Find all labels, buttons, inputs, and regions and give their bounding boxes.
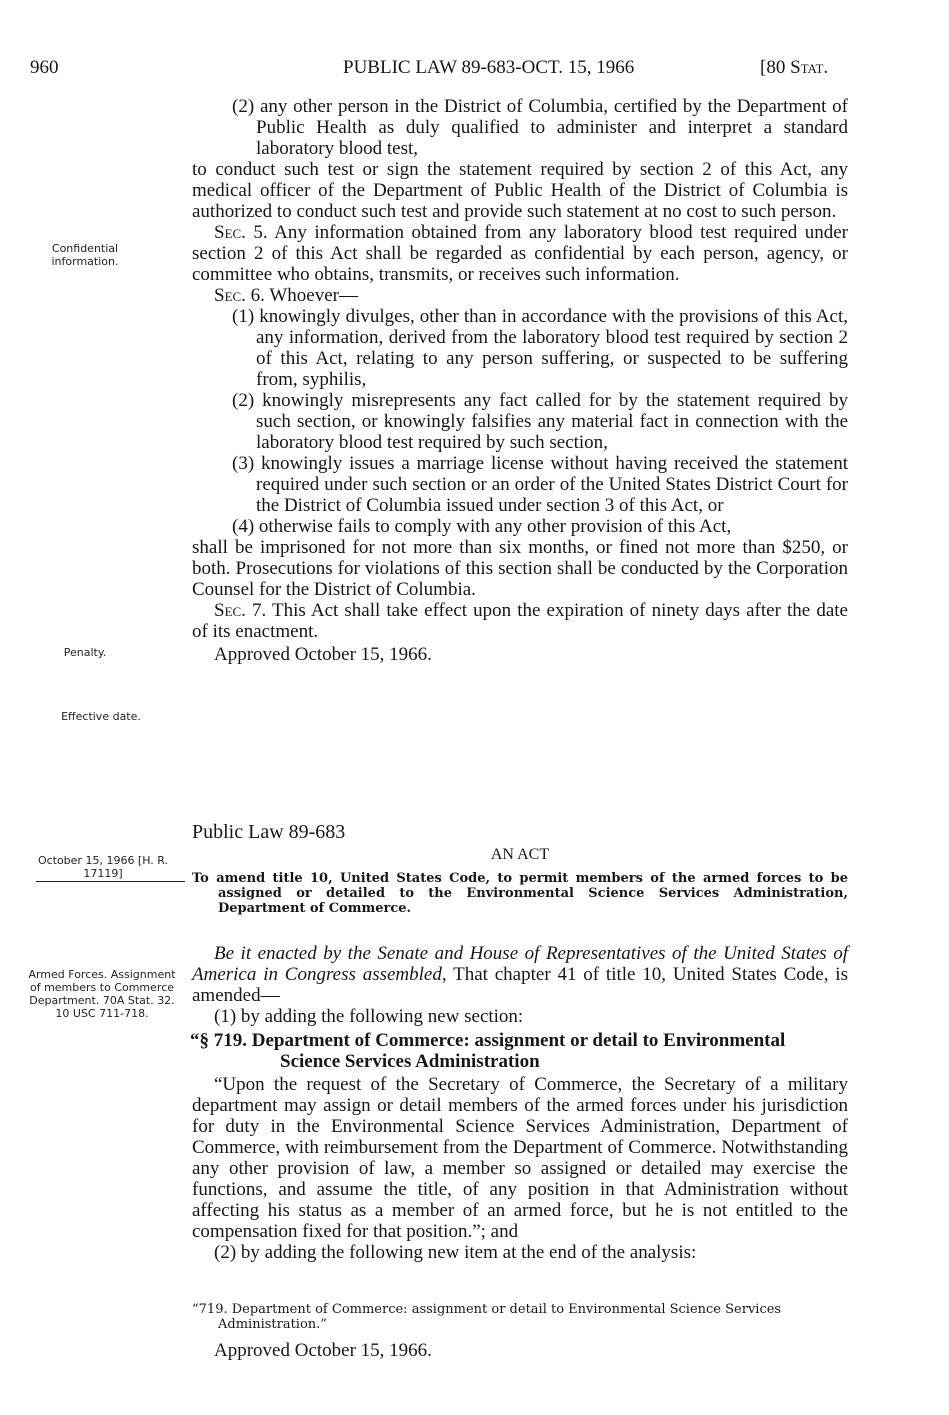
section-7-text: This Act shall take effect upon the expiration of ninety days after the date of its enactment. xyxy=(192,600,848,642)
section-6-label: Sec. 6. xyxy=(214,285,265,306)
approved-date-2: Approved October 15, 1966. xyxy=(214,1340,432,1361)
section-part-one xyxy=(192,96,848,665)
section-6-item-1: (1) knowingly divulges, other than in accordance with the provisions of this Act, any information, derived from the laboratory blood test required by section 2 of this Act, relating to any person suffering, or suspected to be suffering from, syphilis, xyxy=(232,306,848,390)
margin-note-bill-date: October 15, 1966 [H. R. 17119] xyxy=(37,854,169,880)
penalty-clause: shall be imprisoned for not more than six months, or fined not more than $250, or both. Prosecutions for violations of this section shall be conducted by the Corporation Counsel for the District of Columbia. xyxy=(192,537,848,600)
margin-note-confidential: Confidential information. xyxy=(51,242,119,268)
section-6-item-4: (4) otherwise fails to comply with any other provision of this Act, xyxy=(232,516,732,537)
page-number: 960 xyxy=(30,57,59,78)
section-5-label: Sec. 5. xyxy=(214,222,268,243)
law-title: Public Law 89-683 xyxy=(192,821,346,843)
amendment-item-1: (1) by adding the following new section: xyxy=(214,1006,524,1027)
section-6 xyxy=(192,285,848,306)
margin-note-effective-date: Effective date. xyxy=(61,710,141,723)
enacting-clause-rest: That chapter 41 of title 10, United States Code, is amended— xyxy=(192,964,848,1006)
enacting-clause-italic: Be it enacted by the Senate and House of Representatives of the United States of America in Congress assembled, xyxy=(192,943,848,985)
approved-date-1: Approved October 15, 1966. xyxy=(214,644,432,665)
section-5 xyxy=(192,222,848,285)
margin-note-armed-forces: Armed Forces. Assignment of members to Commerce Department. 70A Stat. 32. 10 USC 711-718. xyxy=(28,968,176,1020)
section-6-text: Whoever— xyxy=(269,285,358,306)
section-5-text: Any information obtained from any laboratory blood test required under section 2 of this Act shall be regarded as confidential by each person, agency, or committee who obtains, transmits, or receives such information. xyxy=(192,222,848,285)
item-2-continued: (2) any other person in the District of Columbia, certified by the Department of Public Health as duly qualified to administer and interpret a standard laboratory blood test, xyxy=(232,96,848,159)
section-6-item-3: (3) knowingly issues a marriage license without having received the statement required under such section or an order of the United States District Court for the District of Columbia issued under section 3 of this Act, or xyxy=(232,453,848,516)
an-act: AN ACT xyxy=(490,846,550,863)
volume-reference: [80 Stat. xyxy=(760,57,829,78)
enacting-clause xyxy=(192,943,848,1006)
page-header-title: PUBLIC LAW 89-683-OCT. 15, 1966 xyxy=(343,57,635,78)
amendment-item-2: (2) by adding the following new item at the end of the analysis: xyxy=(214,1242,697,1263)
section-719-heading: “§ 719. Department of Commerce: assignment or detail to Environmental Science Services Administration xyxy=(190,1030,786,1072)
analysis-item: “719. Department of Commerce: assignment or detail to Environmental Science Services Administration.” xyxy=(192,1302,782,1332)
section-7-label: Sec. 7. xyxy=(214,600,267,621)
section-719-text: “Upon the request of the Secretary of Commerce, the Secretary of a military department may assign or detail members of the armed forces under his jurisdiction for duty in the Environmental Science Services Administration, Department of Commerce, with reimbursement from the Department of Commerce. Notwithstanding any other provision of law, a member so assigned or detailed may exercise the functions, and assume the title, of any position in that Administration without affecting his status as a member of an armed force, but he is not entitled to the compensation fixed for that position.”; and xyxy=(192,1074,848,1242)
section-7 xyxy=(192,600,848,642)
margin-note-penalty: Penalty. xyxy=(63,646,107,659)
margin-rule xyxy=(36,881,185,882)
item-2-conclusion: to conduct such test or sign the statement required by section 2 of this Act, any medical officer of the Department of Public Health of the District of Columbia is authorized to conduct such test and provide such statement at no cost to such person. xyxy=(192,159,848,222)
section-6-item-2: (2) knowingly misrepresents any fact called for by the statement required by such section, or knowingly falsifies any material fact in connection with the laboratory blood test required by such section, xyxy=(232,390,848,453)
section-part-two xyxy=(192,943,848,1263)
act-purpose: To amend title 10, United States Code, to permit members of the armed forces to be assigned or detailed to the Environmental Science Services Administration, Department of Commerce. xyxy=(192,871,848,916)
